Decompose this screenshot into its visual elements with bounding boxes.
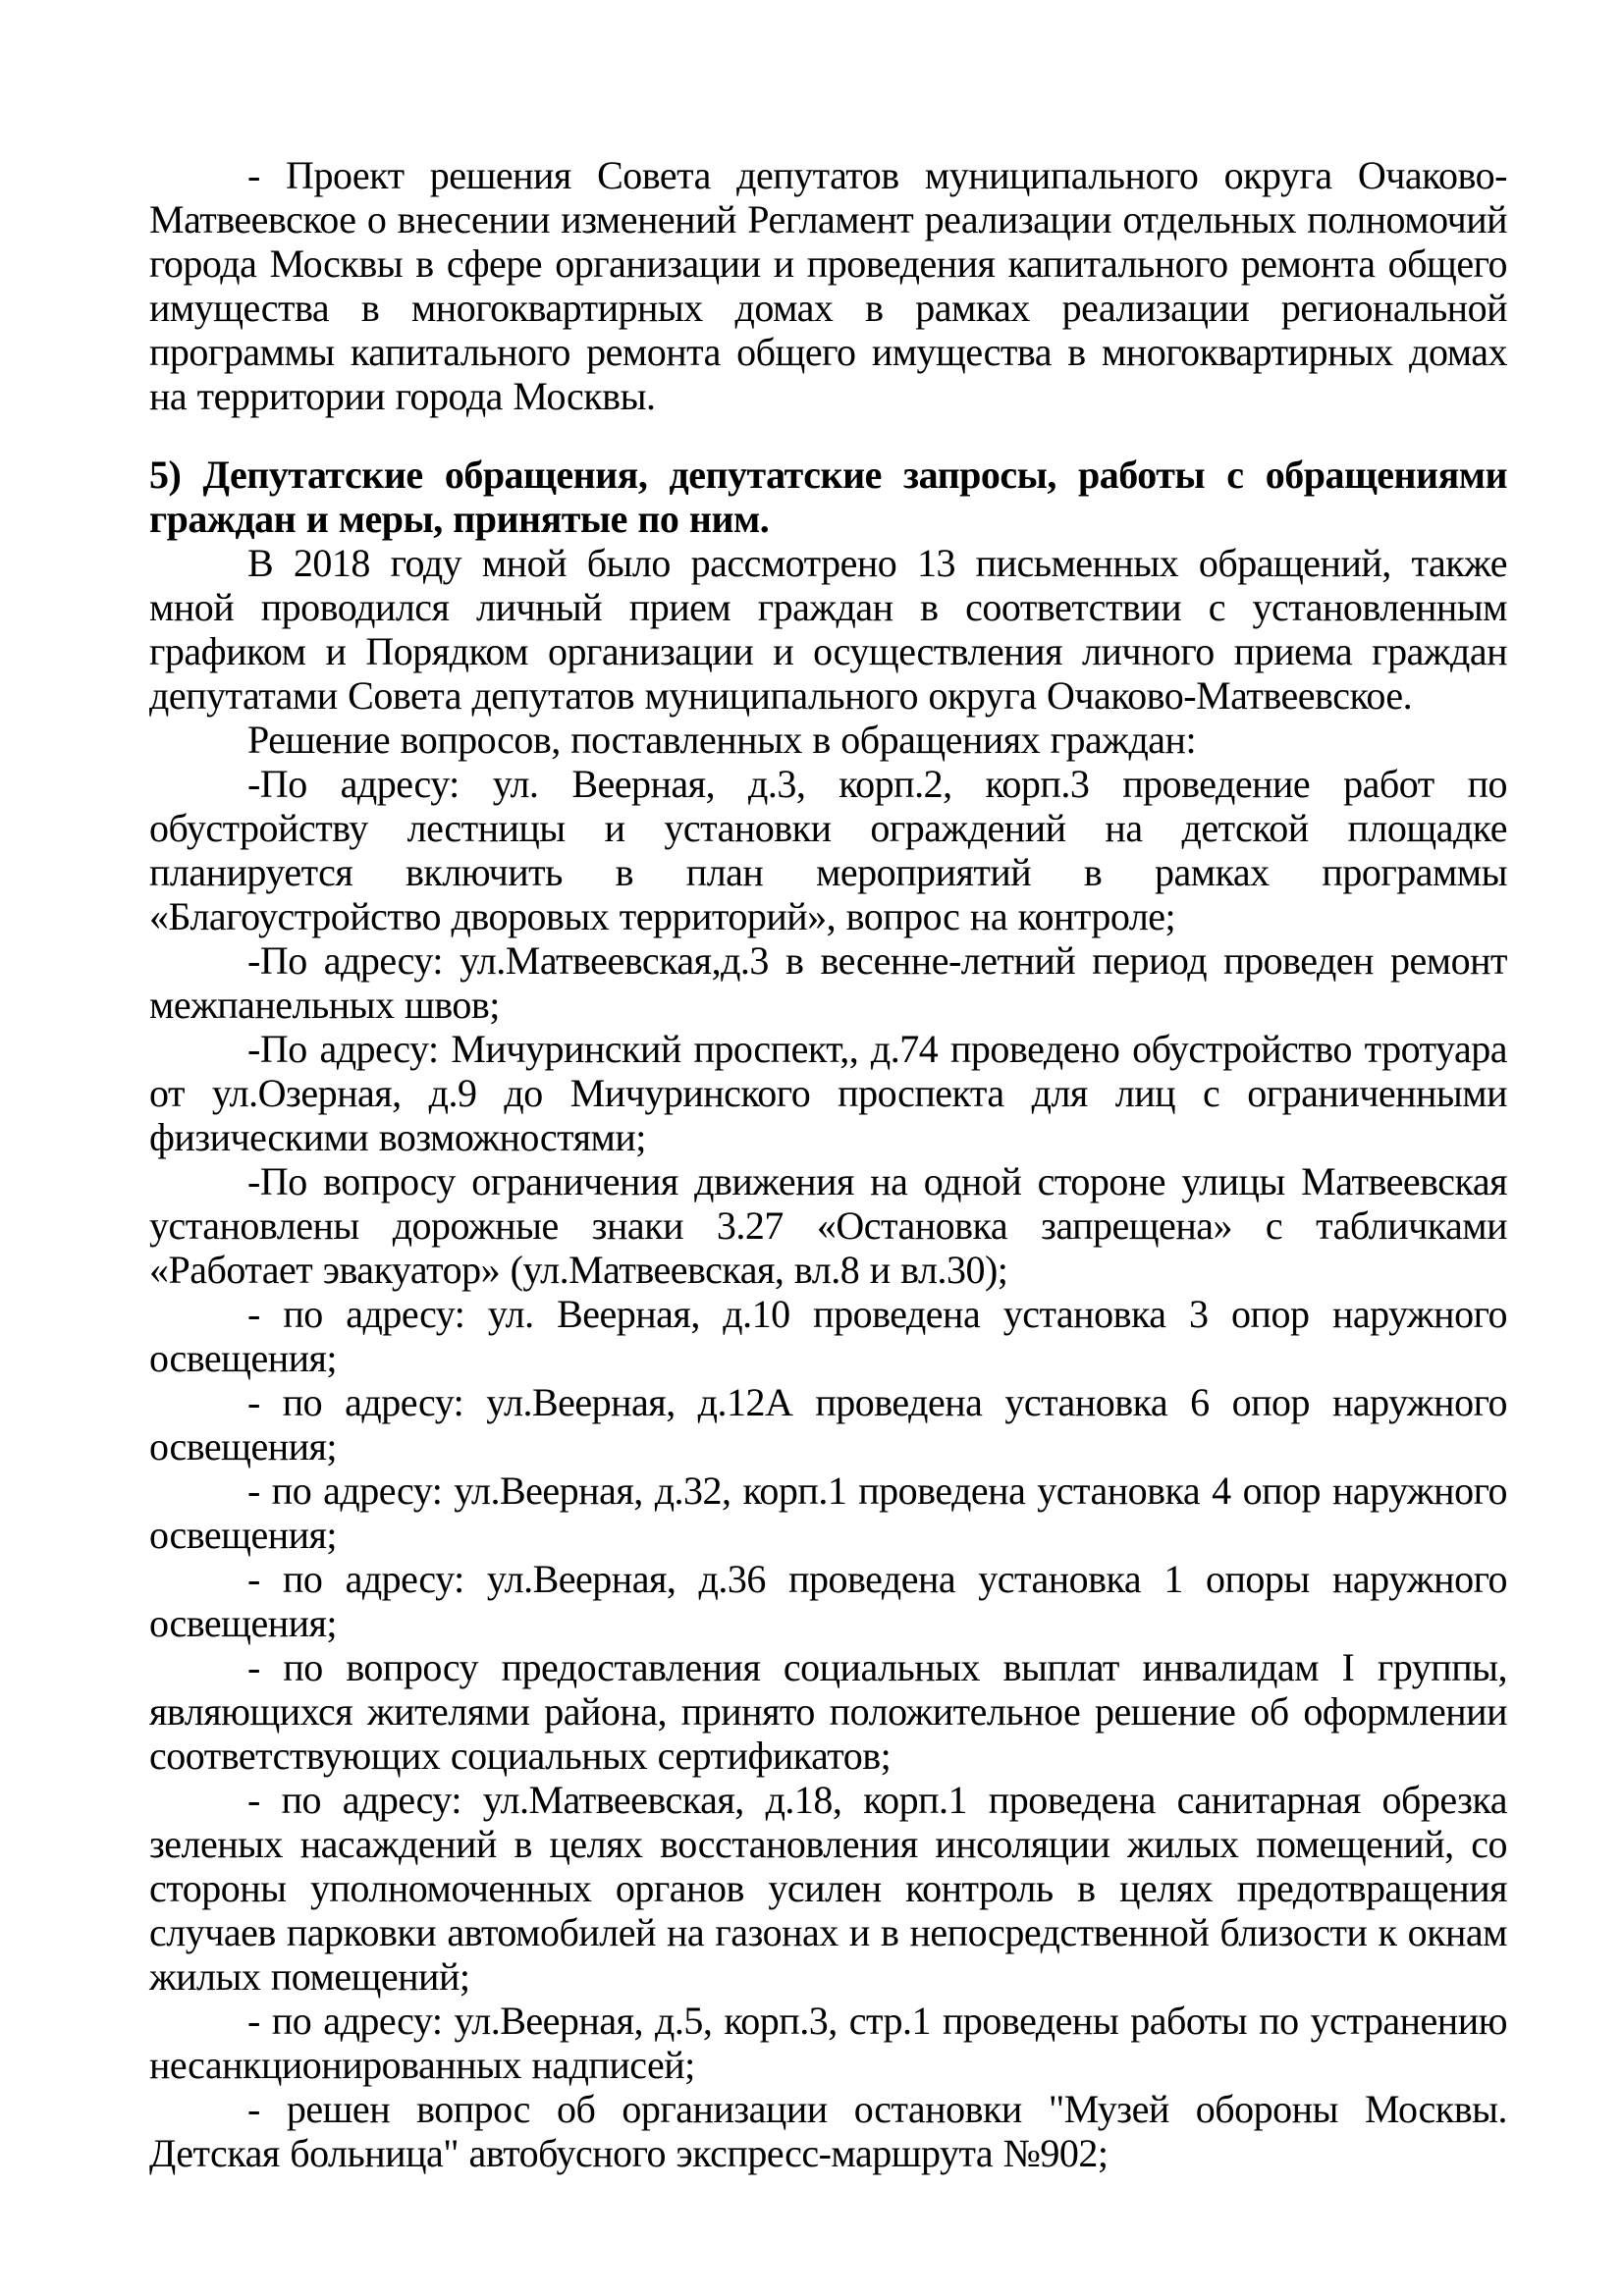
- paragraph: - по адресу: ул.Матвеевская, д.18, корп.1 проведена санитарная обрезка зеленых насаждений в целях восстановления инсоляции жилых помещений, со стороны уполномоченных органов усилен контроль в целях предотвращения случаев парковки автомобилей на газонах и в непосредственной близости к окнам жилых помещений;: [149, 1778, 1507, 1999]
- paragraph: Решение вопросов, поставленных в обращениях граждан:: [247, 718, 1197, 762]
- document-text: [149, 153, 1507, 2175]
- section-heading: 5) Депутатские обращения, депутатские запросы, работы с обращениями граждан и меры, принятые по ним.: [149, 453, 1507, 541]
- paragraph: -По адресу: ул.Матвеевская,д.3 в весенне-летний период проведен ремонт межпанельных швов;: [149, 938, 1507, 1027]
- paragraph: - по адресу: ул.Веерная, д.12А проведена установка 6 опор наружного освещения;: [149, 1380, 1507, 1468]
- paragraph: -По вопросу ограничения движения на одной стороне улицы Матвеевская установлены дорожные знаки 3.27 «Остановка запрещена» с табличками «Работает эвакуатор» (ул.Матвеевская, вл.8 и вл.30);: [149, 1159, 1507, 1292]
- paragraph: - по адресу: ул.Веерная, д.36 проведена установка 1 опоры наружного освещения;: [149, 1557, 1507, 1645]
- paragraph: - по адресу: ул.Веерная, д.32, корп.1 проведена установка 4 опор наружного освещения;: [149, 1468, 1507, 1557]
- paragraph: - решен вопрос об организации остановки "Музей обороны Москвы. Детская больница" автобусного экспресс-маршрута №902;: [149, 2087, 1507, 2175]
- paragraph: В 2018 году мной было рассмотрено 13 письменных обращений, также мной проводился личный прием граждан в соответствии с установленным графиком и Порядком организации и осуществления личного приема граждан депутатами Совета депутатов муниципального округа Очаково-Матвеевское.: [149, 541, 1507, 718]
- paragraph: - по адресу: ул. Веерная, д.10 проведена установка 3 опор наружного освещения;: [149, 1292, 1507, 1380]
- paragraph: -По адресу: ул. Веерная, д.3, корп.2, корп.3 проведение работ по обустройству лестницы и установки ограждений на детской площадке планируется включить в план мероприятий в рамках программы «Благоустройство дворовых территорий», вопрос на контроле;: [149, 762, 1507, 938]
- paragraph: - Проект решения Совета депутатов муниципального округа Очаково-Матвеевское о внесении изменений Регламент реализации отдельных полномочий города Москвы в сфере организации и проведения капитального ремонта общего имущества в многоквартирных домах в рамках реализации региональной программы капитального ремонта общего имущества в многоквартирных домах на территории города Москвы.: [149, 153, 1507, 418]
- paragraph: - по вопросу предоставления социальных выплат инвалидам I группы, являющихся жителями района, принято положительное решение об оформлении соответствующих социальных сертификатов;: [149, 1645, 1507, 1778]
- paragraph: -По адресу: Мичуринский проспект,, д.74 проведено обустройство тротуара от ул.Озерная, д.9 до Мичуринского проспекта для лиц с ограниченными физическими возможностями;: [149, 1027, 1507, 1159]
- paragraph: - по адресу: ул.Веерная, д.5, корп.3, стр.1 проведены работы по устранению несанкционированных надписей;: [149, 1999, 1507, 2087]
